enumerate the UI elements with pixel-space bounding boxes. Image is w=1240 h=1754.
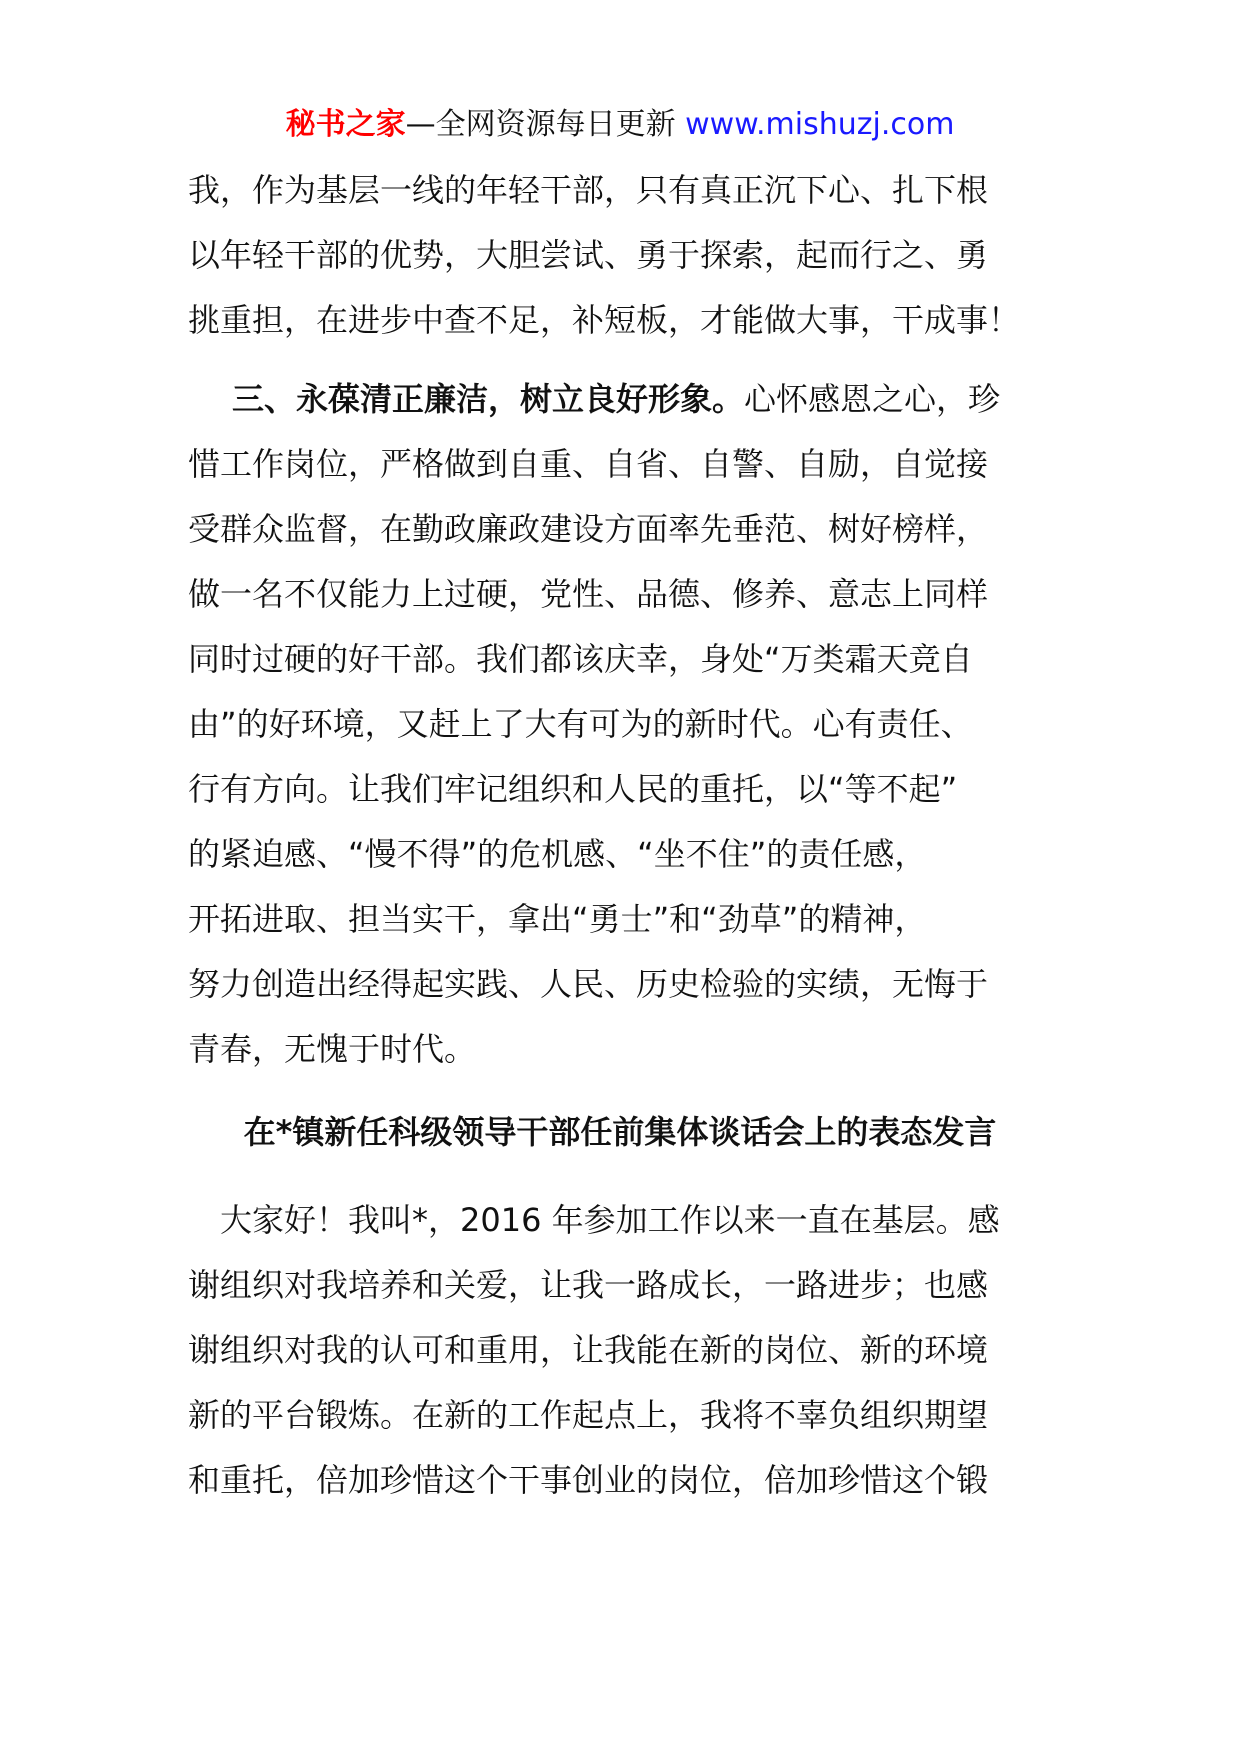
- paragraph-line: 惜工作岗位，严格做到自重、自省、自警、自励，自觉接: [188, 445, 989, 483]
- paragraph-line: 我，作为基层一线的年轻干部，只有真正沉下心、扎下根: [188, 171, 989, 209]
- paragraph-line: 谢组织对我的认可和重用，让我能在新的岗位、新的环境: [188, 1331, 989, 1369]
- paragraph-3: [188, 1188, 1060, 1513]
- paragraph-line: 努力创造出经得起实践、人民、历史检验的实绩，无悔于: [188, 965, 989, 1003]
- paragraph-2: [188, 367, 1060, 1082]
- section-heading-3: 三、永葆清正廉洁，树立良好形象。: [232, 380, 745, 418]
- paragraph-line: 受群众监督，在勤政廉政建设方面率先垂范、树好榜样，: [188, 510, 989, 548]
- paragraph-line: 以年轻干部的优势，大胆尝试、勇于探索，起而行之、勇: [188, 236, 989, 274]
- site-tagline: —全网资源每日更新: [405, 107, 676, 142]
- paragraph-line: 大家好！我叫*，2016 年参加工作以来一直在基层。感: [188, 1201, 1000, 1239]
- paragraph-line: 同时过硬的好干部。我们都该庆幸，身处“万类霜天竞自: [188, 640, 973, 678]
- paragraph-line: 青春，无愧于时代。: [188, 1030, 477, 1068]
- paragraph-line: 行有方向。让我们牢记组织和人民的重托，以“等不起”: [188, 770, 958, 808]
- site-header: [0, 103, 1240, 147]
- paragraph-first-line: [188, 367, 1060, 432]
- paragraph-line: 新的平台锻炼。在新的工作起点上，我将不辜负组织期望: [188, 1396, 989, 1434]
- paragraph-line: 的紧迫感、“慢不得”的危机感、“坐不住”的责任感，: [188, 835, 927, 873]
- paragraph-line: 和重托，倍加珍惜这个干事创业的岗位，倍加珍惜这个锻: [188, 1461, 989, 1499]
- paragraph-line: 挑重担，在进步中查不足，补短板，才能做大事，干成事！: [188, 301, 1021, 339]
- site-brand: 秘书之家: [285, 107, 406, 142]
- paragraph-line: 谢组织对我培养和关爱，让我一路成长，一路进步；也感: [188, 1266, 989, 1304]
- paragraph-line: 做一名不仅能力上过硬，党性、品德、修养、意志上同样: [188, 575, 989, 613]
- paragraph-text: 心怀感恩之心，珍: [744, 380, 1001, 418]
- paragraph-line: 开拓进取、担当实干，拿出“勇士”和“劲草”的精神，: [188, 900, 927, 938]
- paragraph-line: 由”的好环境，又赶上了大有可为的新时代。心有责任、: [188, 705, 973, 743]
- document-section-title: 在*镇新任科级领导干部任前集体谈话会上的表态发言: [243, 1113, 997, 1151]
- paragraph-1: [188, 158, 1060, 353]
- site-url-link[interactable]: www.mishuzj.com: [685, 107, 955, 142]
